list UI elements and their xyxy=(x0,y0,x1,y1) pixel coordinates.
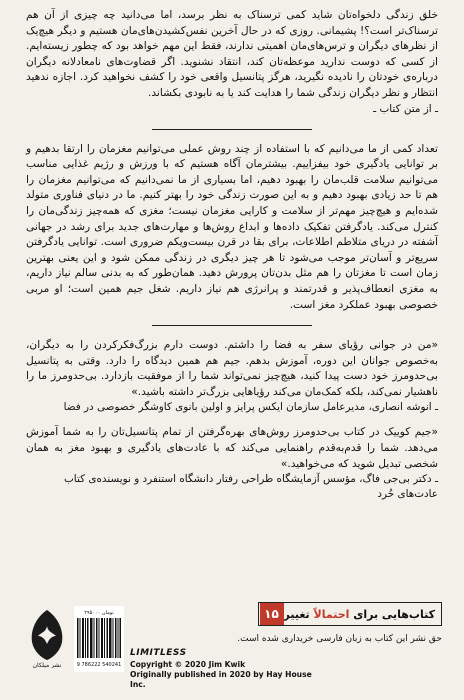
description xyxy=(26,142,438,314)
quote-from-book-text: خلق زندگی دلخواه‌تان شاید کمی ترسناک به نظر برسد، اما می‌دانید چه چیزی از آن هم ترسناک‌تر است؟! پشیمانی. روزی که در حال آخرین نفس‌کشیدن‌های‌مان هستیم و دیگر هیچ‌یک از نظرهای دیگران و ترس‌های‌مان اهمیتی ندارند، فقط این مهم خواهد بود که چطور زیسته‌ایم. از کسی که دوست ندارید موعظه‌تان کند، انتقاد نشنوید. اگر قضاوت‌های نامعادلانه دیگران درباره‌ی خودتان را نادیده نگیرید، هرگز پتانسیل واقعی خود را کشف نخواهید کرد. اجازه ندهید انتظار و نظر دیگران زندگی شما را هدایت کند یا به نابودی بکشاند. xyxy=(26,9,438,99)
barcode-icon xyxy=(74,606,124,672)
series-label-text xyxy=(284,608,442,621)
endorsement-ansari-text: «من در جوانی رؤیای سفر به فضا را داشتم. دوست دارم بزرگ‌فکرکردن را به دیگران، به‌خصوص جوانان این دوره، آموزش بدهم. جیم هم همین دیدگاه را دارد. وقتی به پتانسیل بی‌حدومرز خود دست پیدا کنید، هیچ‌چیز نمی‌تواند شما را از موفقیت بازدارد. بی‌حدومرز ما را ناهشیار نمی‌کند، بلکه کمک‌مان می‌کند رؤیاهایی بزرگ‌تر داشته باشید.» xyxy=(26,339,438,398)
endorsement-fogg-attribution: ـ دکتر بی‌جی فاگ، مؤسس آزمایشگاه طراحی رفتار دانشگاه استنفرد و نویسنده‌ی کتاب عادت‌های خُرد xyxy=(64,473,438,501)
isbn-text: 9 786222 540241 xyxy=(76,662,122,668)
quote-from-book-attribution: ـ از متن کتاب ـ xyxy=(373,102,438,115)
description-text: تعداد کمی از ما می‌دانیم که با استفاده از چند روش عملی می‌توانیم مغزمان را ارتقا بدهیم و بر توانایی یادگیری خود بیفزاییم. بیشترمان آگاه هستیم که با ورزش و رژیم غذایی مناسب می‌توانیم سلامت قلب‌مان را بهبود دهیم، اما بسیاری از ما نمی‌دانیم که می‌توانیم مغزمان را هم تا حد زیادی بهبود دهیم و به این صورت زندگی خود را بهتر کنیم. ما در دنیای فناوری متولد شده‌ایم و هیچ‌چیز مهم‌تر از سلامت و کارایی مغزمان نیست؛ مغزی که همه‌چیز زندگی‌مان را کنترل می‌کند. یادگرفتن تفکیک داده‌ها و ابداع روش‌ها و مهارت‌های جدید برای رشد در جهانی آشفته در دریای متلاطم اطلاعات، برای بقا در قرن بیست‌ویکم ضروری است. توانایی یادگرفتن سریع‌تر و آسان‌تر موجب می‌شود تا هر چیز دیگری در زندگی ممکن شود و این یعنی بهترین زمان است تا مغزتان را هم مثل بدن‌تان پرورش دهید. همان‌طور که به بدنی سالم نیاز داریم، به مغزی انعطاف‌پذیر و قدرتمند و پرانرژی هم نیاز داریم. شغل جیم همین است؛ او مربی خصوصی بهبود عملکرد مغز است. xyxy=(26,142,438,311)
series-prefix: کتاب‌هایی برای xyxy=(353,607,435,621)
series-suffix: تغییر xyxy=(283,607,310,621)
copyright-line: Copyright © 2020 Jim Kwik xyxy=(130,660,246,669)
endorsement-ansari-attribution: ـ انوشه انصاری، مدیرعامل سازمان ایکس پرایز و اولین بانوی کاوشگر خصوصی در فضا xyxy=(63,401,438,414)
quote-from-book xyxy=(26,8,438,117)
divider xyxy=(152,129,312,130)
endorsements xyxy=(26,338,438,502)
rights-notice: حق نشر این کتاب به زبان فارسی خریداری شده است. xyxy=(237,634,442,644)
original-title: LIMITLESS xyxy=(130,648,187,658)
barcode xyxy=(74,606,124,672)
publisher-name: نشر میلکان xyxy=(32,662,62,668)
divider xyxy=(152,325,312,326)
bird-logo-icon xyxy=(24,606,70,668)
series-label xyxy=(258,602,442,626)
copyright-block xyxy=(130,648,330,690)
original-publisher-line: Originally published in 2020 by Hay House Inc. xyxy=(130,670,312,689)
publisher-logo xyxy=(24,606,70,668)
price-text: ۲۹۵۰۰۰ تومان xyxy=(84,610,114,616)
cover-footer xyxy=(0,602,464,700)
series-number: ۱۵ xyxy=(260,603,284,625)
series-highlight: احتمالاً xyxy=(313,607,350,621)
endorsement-fogg-text: «جیم کوییک در کتاب بی‌حدومرز روش‌های بهره‌گرفتن از تمام پتانسیل‌تان را به شما آموزش می‌دهد. شما را قدم‌به‌قدم راهنمایی می‌کند که با عادت‌های یادگیری و بهبود مغز به همان شخصی تبدیل شوید که می‌خواهید.» xyxy=(26,426,438,470)
